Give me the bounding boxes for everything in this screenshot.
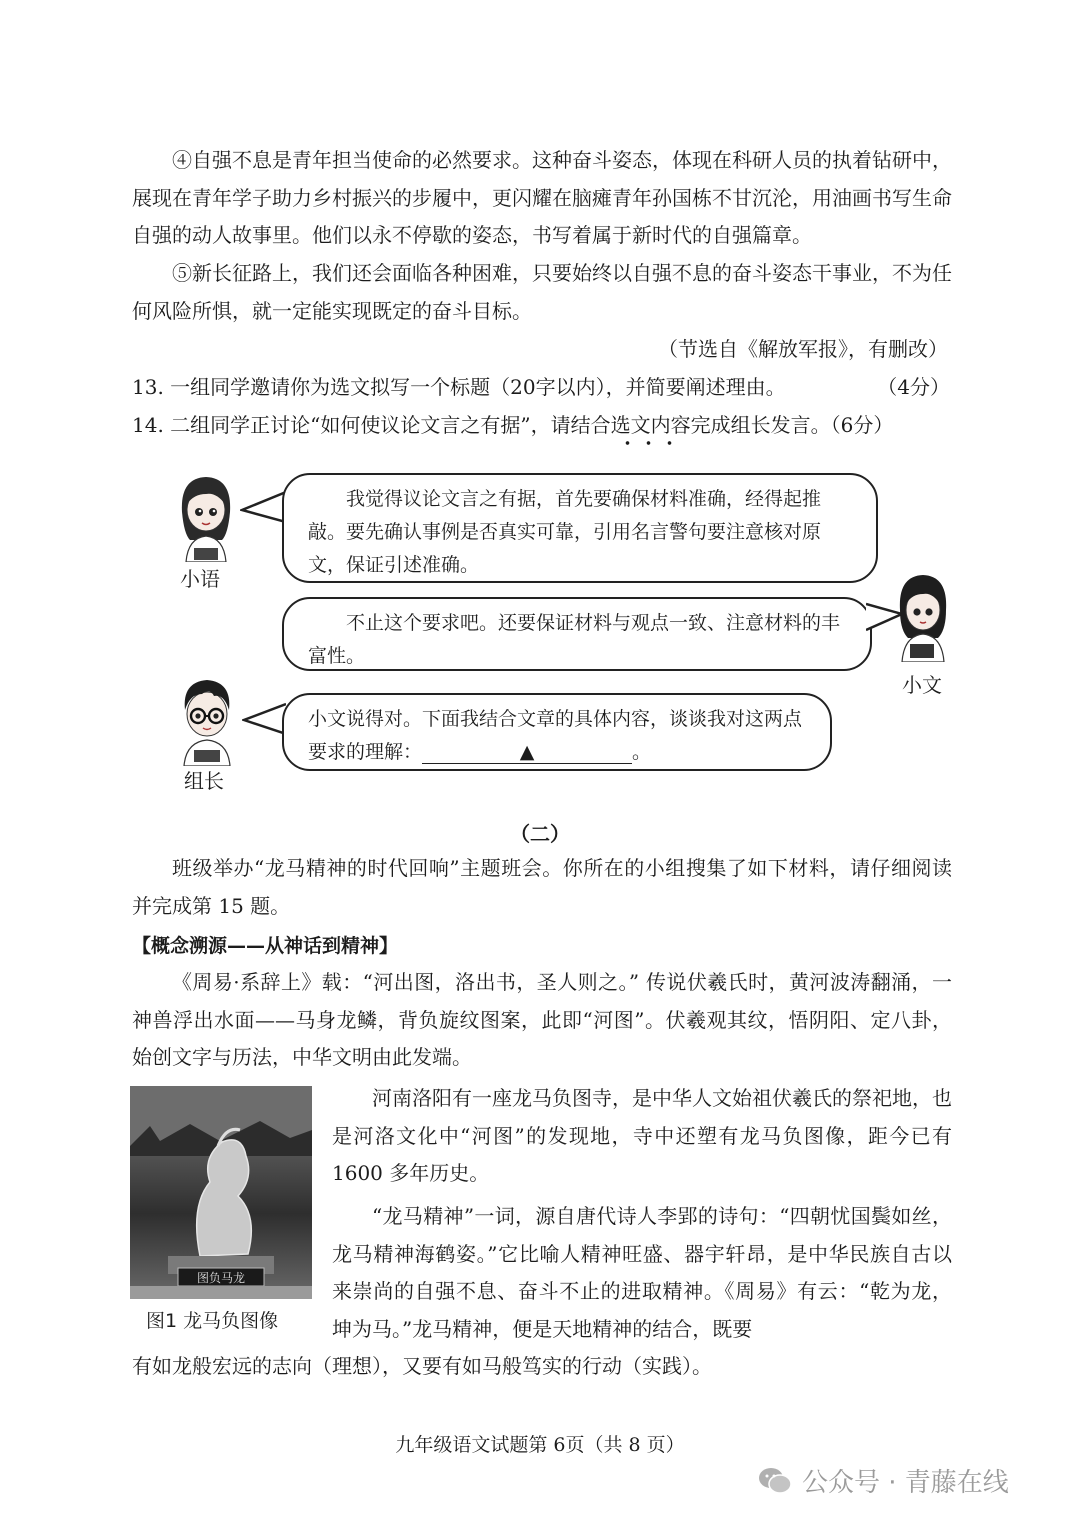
bubble-tail-left-icon xyxy=(240,488,286,528)
question-14-after: 完成组长发言。（6分） xyxy=(690,413,894,437)
xiaowen-speech: 不止这个要求吧。还要保证材料与观点一致、注意材料的丰富性。 xyxy=(308,612,841,667)
question-13: 13. 一组同学邀请你为选文拟写一个标题（20字以内），并简要阐述理由。 xyxy=(132,375,786,399)
bubble-tail-left-icon xyxy=(242,700,286,740)
material-paragraph-3-tail: 有如龙般宏远的志向（理想），又要有如马般笃实的行动（实践）。 xyxy=(132,1354,712,1378)
answer-blank: ▲ xyxy=(422,741,632,764)
section-intro: 班级举办“龙马精神的时代回响”主题班会。你所在的小组搜集了如下材料，请仔细阅读并完成第 15 题。 xyxy=(132,856,952,918)
plaque-text: 图负马龙 xyxy=(196,1271,246,1285)
figure-caption: 图1 龙马负图像 xyxy=(146,1310,279,1332)
material-paragraph-2: 河南洛阳有一座龙马负图寺，是中华人文始祖伏羲氏的祭祀地，也是河洛文化中“河图”的发现地，寺中还塑有龙马负图像，距今已有 1600 多年历史。 xyxy=(332,1086,952,1185)
material-heading: 【概念溯源——从神话到精神】 xyxy=(132,935,399,957)
leader-avatar-icon xyxy=(174,674,240,766)
question-14-before: 14. 二组同学正讨论“如何使议论文言之有据”，请结合 xyxy=(132,413,611,437)
leader-speech-text: 小文说得对。下面我结合文章的具体内容，谈谈我对这两点要求的理解： xyxy=(308,708,803,763)
leader-speech-bubble xyxy=(282,693,832,771)
question-14 xyxy=(132,409,893,438)
paragraph-4: ④自强不息是青年担当使命的必然要求。这种奋斗姿态，体现在科研人员的执着钻研中，展现在青年学子助力乡村振兴的步履中，更闪耀在脑瘫青年孙国栋不甘沉沦，用油画书写生命自强的动人故事里。他们以永不停歇的姿态，书写着属于新时代的自强篇章。 xyxy=(132,148,952,247)
xiaoyu-speech-bubble xyxy=(282,473,878,583)
wechat-icon xyxy=(758,1466,792,1496)
xiaoyu-speech: 我觉得议论文言之有据，首先要确保材料准确，经得起推敲。要先确认事例是否真实可靠，引用名言警句要注意核对原文，保证引述准确。 xyxy=(308,488,822,576)
watermark xyxy=(758,1462,1009,1499)
watermark-text: 公众号 · 青藤在线 xyxy=(802,1468,1009,1498)
paragraph-5: ⑤新长征路上，我们还会面临各种困难，只要始终以自强不息的奋斗姿态干事业，不为任何风险所惧，就一定能实现既定的奋斗目标。 xyxy=(132,261,952,323)
statue-image-icon xyxy=(130,1086,312,1299)
xiaoyu-name: 小语 xyxy=(180,567,220,591)
material-paragraph-1: 《周易·系辞上》载：“河出图，洛出书，圣人则之。” 传说伏羲氏时，黄河波涛翻涌，一神兽浮出水面——马身龙鳞，背负旋纹图案，此即“河图”。伏羲观其纹，悟阴阳、定八卦，始创文字与历法，中华文明由此发端。 xyxy=(132,970,952,1069)
material-paragraph-3: “龙马精神”一词，源自唐代诗人李郢的诗句：“四朝忧国鬓如丝，龙马精神海鹤姿。”它比喻人精神旺盛、器宇轩昂，是中华民族自古以来崇尚的自强不息、奋斗不止的进取精神。《周易》有云：“乾为龙，坤为马。”龙马精神，便是天地精神的结合，既要 xyxy=(332,1204,952,1341)
question-13-score: （4分） xyxy=(877,375,950,399)
xiaowen-speech-bubble xyxy=(282,597,872,671)
page-footer: 九年级语文试题第 6页（共 8 页） xyxy=(395,1434,685,1456)
section-title: （二） xyxy=(510,822,570,846)
xiaowen-name: 小文 xyxy=(902,673,942,697)
xiaoyu-avatar-icon xyxy=(172,472,240,562)
leader-name: 组长 xyxy=(184,769,224,793)
dragon-horse-statue-photo xyxy=(130,1086,312,1299)
source-note: （节选自《解放军报》，有删改） xyxy=(658,337,948,361)
xiaowen-avatar-icon xyxy=(892,570,954,662)
leader-speech xyxy=(308,703,806,769)
question-14-emphasis: 选文内容 xyxy=(610,413,691,437)
leader-speech-end: 。 xyxy=(632,741,652,763)
